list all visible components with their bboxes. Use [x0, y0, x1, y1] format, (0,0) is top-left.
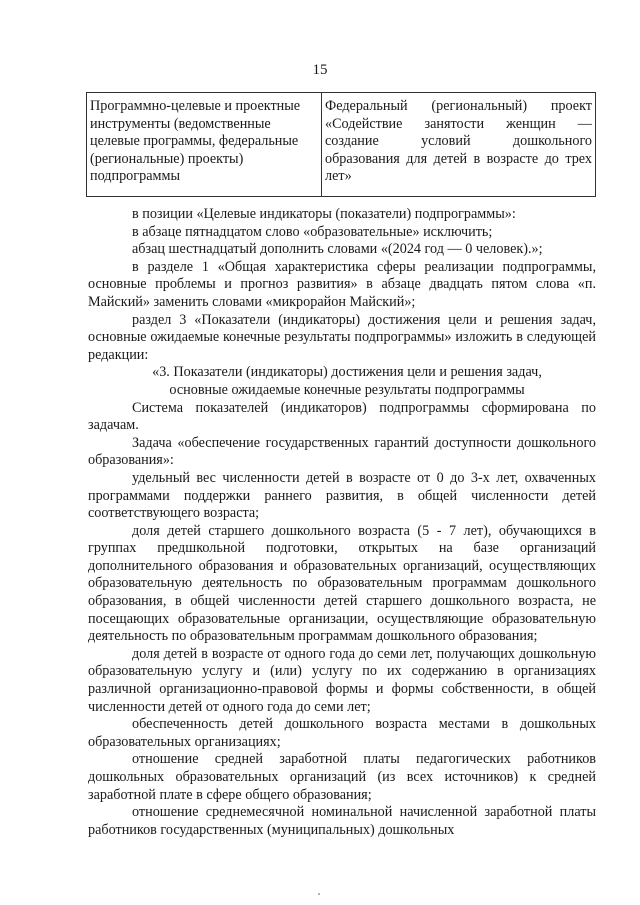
paragraph: доля детей старшего дошкольного возраста (5 - 7 лет), обучающихся в группах предшкольной подготовки, открытых на базе организаций дополнительного образования и образовательных организаций, осуществляющих образовательную деятельность по образовательным программам дошкольного образования, в общей численности детей старшего дошкольного возраста, не посещающих образовательные организации, осуществляющие образовательную деятельность по образовательным программам дошкольного образования;	[88, 522, 596, 645]
paragraph: абзац шестнадцатый дополнить словами «(2024 год — 0 человек).»;	[132, 241, 543, 258]
program-instruments-table	[86, 92, 596, 197]
paragraph: в абзаце пятнадцатом слово «образовательные» исключить;	[132, 223, 493, 240]
scan-dot	[318, 893, 320, 895]
paragraph: доля детей в возрасте от одного года до семи лет, получающих дошкольную образовательную услугу и (или) услугу по их содержанию в организациях различной организационно-правовой формы и формы собственности, в общей численности детей от одного года до семи лет;	[88, 645, 596, 715]
paragraph: Система показателей (индикаторов) подпрограммы сформирована по задачам.	[88, 399, 596, 434]
paragraph: отношение средней заработной платы педагогических работников дошкольных образовательных организаций (из всех источников) к средней заработной плате в сфере общего образования;	[88, 751, 596, 803]
table-cell-label: Программно-целевые и проектные инструменты (ведомственные целевые программы, федеральные (региональные) проекты) подпрограммы	[87, 93, 322, 197]
paragraph: удельный вес численности детей в возрасте от 0 до 3-х лет, охваченных программами поддержки раннего развития, в общей численности детей соответствующего возраста;	[88, 469, 596, 522]
paragraph: Задача «обеспечение государственных гарантий доступности дошкольного образования»:	[88, 434, 596, 469]
paragraph: раздел 3 «Показатели (индикаторы) достижения цели и решения задач, основные ожидаемые конечные результаты подпрограммы» изложить в следующей редакции:	[88, 311, 596, 363]
paragraph: обеспеченность детей дошкольного возраста местами в дошкольных образовательных организациях;	[88, 716, 596, 750]
section-title-line2: основные ожидаемые конечные результаты подпрограммы	[169, 381, 525, 398]
section-title-line1: «3. Показатели (индикаторы) достижения цели и решения задач,	[152, 364, 542, 381]
paragraph: отношение среднемесячной номинальной начисленной заработной платы работников государственных (муниципальных) дошкольных	[88, 804, 596, 838]
paragraph: в разделе 1 «Общая характеристика сферы реализации подпрограммы, основные проблемы и прогноз развития» в абзаце двадцать пятом слова «п. Майский» заменить словами «микрорайон Майский»;	[88, 258, 596, 310]
document-body	[88, 206, 596, 839]
page-number: 15	[312, 62, 328, 78]
paragraph: в позиции «Целевые индикаторы (показатели) подпрограммы»:	[132, 206, 516, 222]
table-row	[87, 93, 596, 197]
section-title	[88, 364, 596, 399]
table-cell-value: Федеральный (региональный) проект «Содействие занятости женщин — создание условий дошкольного образования для детей в возрасте до трех лет»	[322, 93, 596, 197]
